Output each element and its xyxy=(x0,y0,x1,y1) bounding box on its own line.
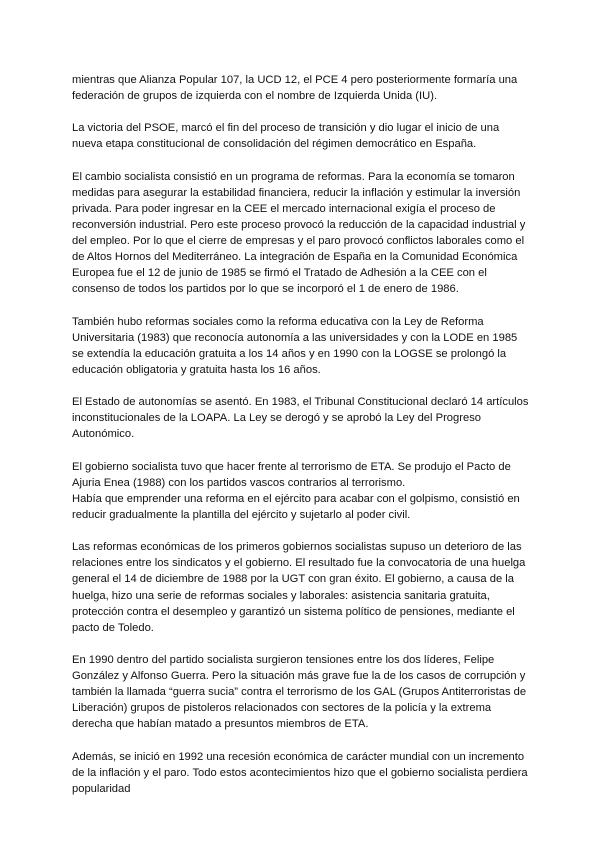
text-line: Las reformas económicas de los primeros gobiernos socialistas supuso un deterioro de las xyxy=(72,541,522,554)
text-line: medidas para asegurar la estabilidad financiera, reducir la inflación y estimular la inversión xyxy=(72,186,521,199)
text-line: educación obligatoria y gratuita hasta los 16 años. xyxy=(72,363,321,376)
paragraph-psoe-victory xyxy=(72,120,532,152)
text-line: Universitaria (1983) que reconocía autonomía a las universidades y con la LODE en 1985 xyxy=(72,331,518,344)
text-line: de Altos Hornos del Mediterráneo. La integración de España en la Comunidad Económica xyxy=(72,251,518,264)
text-line: reducir gradualmente la plantilla del ejército y sujetarlo al poder civil. xyxy=(72,509,411,521)
text-line: protección contra el desempleo y garantizó un sistema político de pensiones, mediante el xyxy=(72,605,515,618)
paragraph-recession xyxy=(72,749,532,797)
paragraph-economic-reforms xyxy=(72,169,532,298)
text-line: inconstitucionales de la LOAPA. La Ley se derogó y se aprobó la Ley del Progreso xyxy=(72,412,482,425)
text-line: Europea fue el 12 de junio de 1985 se firmó el Tratado de Adhesión a la CEE con el xyxy=(72,267,487,280)
text-line: González y Alfonso Guerra. Pero la situación más grave fue la de los casos de corrupción y xyxy=(72,670,526,683)
text-line: Además, se inició en 1992 una recesión económica de carácter mundial con un incremento xyxy=(72,750,525,763)
paragraph-social-reforms xyxy=(72,314,532,378)
text-line: Autonómico. xyxy=(72,428,135,441)
text-line: En 1990 dentro del partido socialista surgieron tensiones entre los dos líderes, Felipe xyxy=(72,654,495,667)
text-line: Liberación) grupos de pistoleros relacionados con sectores de la policía y la extrema xyxy=(72,702,492,715)
text-line: reconversión industrial. Pero este proceso provocó la reducción de la capacidad industrial y xyxy=(72,219,526,232)
text-line: se extendía la educación gratuita a los 14 años y en 1990 con la LOGSE se prolongó la xyxy=(72,347,507,360)
text-line: consenso de todos los partidos por lo que se incorporó el 1 de enero de 1986. xyxy=(72,283,459,296)
text-line: federación de grupos de izquierda con el nombre de Izquierda Unida (IU). xyxy=(72,90,438,103)
text-line: popularidad xyxy=(72,782,131,795)
text-line: El gobierno socialista tuvo que hacer frente al terrorismo de ETA. Se produjo el Pacto de xyxy=(72,460,511,473)
paragraph-autonomies xyxy=(72,394,532,442)
text-line: relaciones entre los sindicatos y el gobierno. El resultado fue la convocatoria de una huelga xyxy=(72,557,526,570)
paragraph-terrorism-army xyxy=(72,459,532,523)
text-line: mientras que Alianza Popular 107, la UCD 12, el PCE 4 pero posteriormente formaría una xyxy=(72,74,518,86)
text-line: derecha que habían matado a presuntos miembros de ETA. xyxy=(72,718,369,731)
text-line: huelga, hizo una serie de reformas sociales y laborales: asistencia sanitaria gratuita, xyxy=(72,589,490,602)
text-line: de la inflación y el paro. Todo estos acontecimientos hizo que el gobierno socialista perdiera xyxy=(72,766,528,779)
text-line: del empleo. Por lo que el cierre de empresas y el paro provocó conflictos laborales como el xyxy=(72,235,525,248)
text-line: privada. Para poder ingresar en la CEE el mercado internacional exigía el proceso de xyxy=(72,202,496,215)
text-line: El Estado de autonomías se asentó. En 1983, el Tribunal Constitucional declaró 14 artículos xyxy=(72,396,529,409)
text-line: La victoria del PSOE, marcó el fin del proceso de transición y dio lugar el inicio de una xyxy=(72,122,500,135)
text-line: general el 14 de diciembre de 1988 por la UGT con gran éxito. El gobierno, a causa de la xyxy=(72,573,514,586)
text-line: El cambio socialista consistió en un programa de reformas. Para la economía se tomaron xyxy=(72,170,515,183)
text-line: también la llamada “guerra sucia” contra el terrorismo de los GAL (Grupos Antiterroristas de xyxy=(72,686,527,699)
text-line: pacto de Toledo. xyxy=(72,621,154,634)
paragraph-election-results xyxy=(72,72,532,104)
document-page xyxy=(72,72,532,813)
text-line: Ajuria Enea (1988) con los partidos vascos contrarios al terrorismo. xyxy=(72,476,406,489)
paragraph-party-tensions xyxy=(72,652,532,732)
text-line: nueva etapa constitucional de consolidación del régimen democrático en España. xyxy=(72,138,477,151)
paragraph-general-strike xyxy=(72,539,532,636)
text-line: También hubo reformas sociales como la reforma educativa con la Ley de Reforma xyxy=(72,315,484,328)
text-line: Había que emprender una reforma en el ejército para acabar con el golpismo, consistió en xyxy=(72,492,520,505)
